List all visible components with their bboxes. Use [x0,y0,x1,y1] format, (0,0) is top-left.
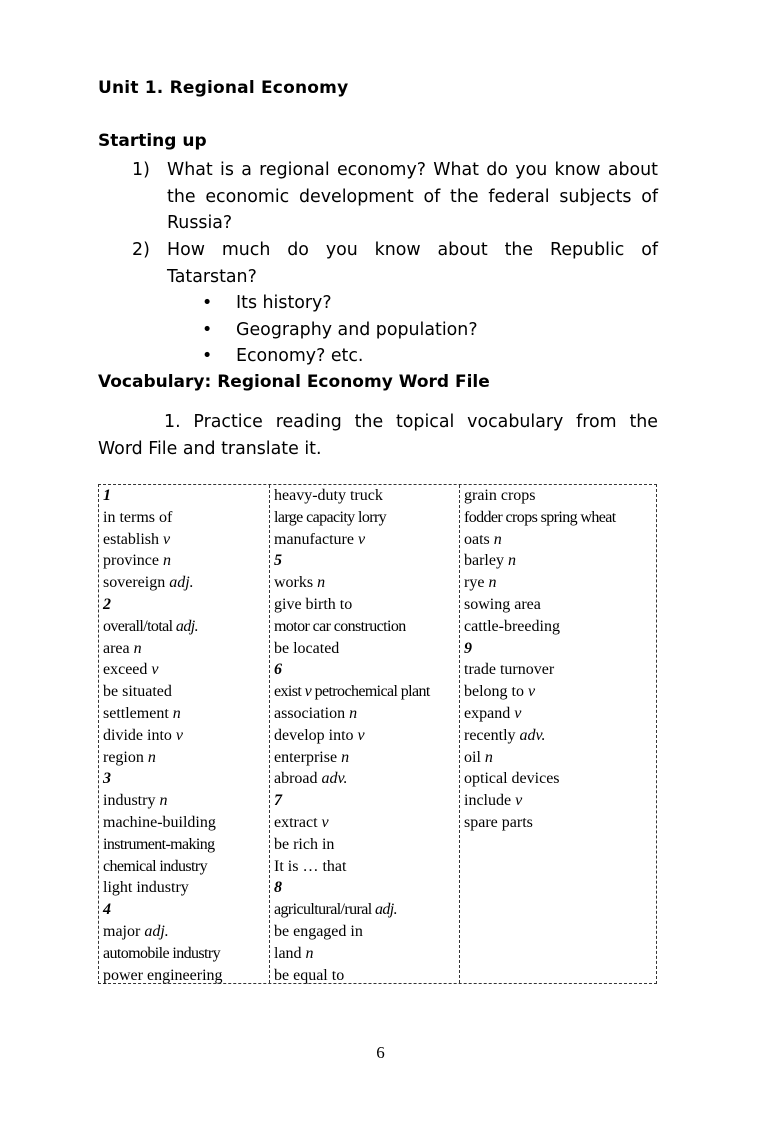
vocab-term [274,725,459,747]
question-text: What is a regional economy? What do you know about the economic development of the federal subjects of Russia? [167,160,658,234]
vocab-term-text: province [103,552,159,570]
vocab-term-text: industry [103,792,156,810]
word-column-3 [459,485,656,983]
part-of-speech-label: n [484,748,493,766]
group-number-text: 8 [274,879,282,897]
vocab-term-text: chemical industry [103,857,207,875]
vocab-term-text: recently [464,726,516,744]
vocab-term [274,594,459,616]
part-of-speech-label: n [147,748,156,766]
vocab-term-text: fodder crops spring wheat [464,508,616,526]
vocab-term [103,703,269,725]
part-of-speech-label: v [515,792,523,810]
exercise-line: Word File and translate it. [98,439,322,459]
vocab-term-text: rye [464,574,485,592]
question-number: 2) [132,240,150,260]
part-of-speech-label: n [162,552,171,570]
bullet-item: • Its history? [198,290,478,317]
group-number-text: 9 [464,639,472,657]
part-of-speech-label: n [159,792,168,810]
question-text-line: How much do you know about the Republic of [167,240,658,260]
vocab-term [274,638,459,660]
vocab-term-text: large capacity lorry [274,508,387,526]
question-number: 1) [132,160,150,180]
vocab-term [274,485,459,507]
part-of-speech-label: adj. [169,574,194,592]
part-of-speech-label: n [488,574,497,592]
vocab-term-text: light industry [103,879,189,897]
vocab-term [103,856,269,878]
word-list [460,485,656,834]
part-of-speech-label: v [514,704,522,722]
vocab-term-text: region [103,748,144,766]
vocab-term-text: machine-building [103,813,216,831]
vocab-term [274,943,459,965]
word-list [270,485,459,986]
vocab-term [103,616,269,638]
vocab-term [464,703,656,725]
group-number [464,638,656,660]
group-number [274,550,459,572]
vocab-term [103,965,269,987]
vocab-term [464,768,656,790]
group-number-text: 1 [103,487,111,504]
vocab-term-text: barley [464,552,504,570]
unit-title: Unit 1. Regional Economy [98,78,349,98]
vocab-term [274,572,459,594]
part-of-speech-label: n [493,530,502,548]
vocab-term-text: expand [464,704,511,722]
group-number [103,485,269,507]
question-2 [132,237,658,290]
part-of-speech-label: v [304,683,312,701]
question-text [167,237,658,290]
vocab-term [274,529,459,551]
vocab-term [103,725,269,747]
vocab-term [274,703,459,725]
vocab-term [464,572,656,594]
vocab-term-text: trade turnover [464,661,555,679]
group-number-text: 3 [103,770,111,788]
vocab-term-text: association [274,704,346,722]
vocab-term-text: It is … that [274,857,347,875]
part-of-speech-label: adv. [519,726,546,744]
vocab-term [103,638,269,660]
vocab-term [103,529,269,551]
vocab-term-text: motor car construction [274,617,406,635]
word-column-1 [99,485,269,983]
vocab-term-text: oil [464,748,481,766]
vocab-term [103,921,269,943]
part-of-speech-label: v [357,726,365,744]
vocab-term-text: manufacture [274,530,354,548]
group-number [274,659,459,681]
group-number-text: 4 [103,901,111,919]
vocab-term [103,681,269,703]
vocab-term [274,747,459,769]
part-of-speech-label: n [349,704,358,722]
vocab-term [464,507,656,529]
vocab-term-text: automobile industry [103,944,221,962]
vocab-term [103,834,269,856]
group-number [274,790,459,812]
vocab-term [274,965,459,987]
vocab-term [464,725,656,747]
vocab-term-text: belong to [464,683,524,701]
vocab-term-text: grain crops [464,487,536,504]
vocab-term [103,747,269,769]
group-number-text: 5 [274,552,282,570]
vocab-term [464,812,656,834]
bullet-item: • Geography and population? [198,317,478,344]
part-of-speech-label: n [317,574,326,592]
group-number-text: 2 [103,595,111,613]
vocab-term [274,834,459,856]
vocab-term-text: optical devices [464,770,560,788]
part-of-speech-label: n [305,944,314,962]
vocab-term-text: abroad [274,770,318,788]
group-number-text: 7 [274,792,282,810]
group-number [103,594,269,616]
question-text-line: Tatarstan? [167,266,257,287]
vocab-term-text: include [464,792,512,810]
section-heading-vocabulary: Vocabulary: Regional Economy Word File [98,372,490,392]
vocab-term-text: divide into [103,726,172,744]
word-column-2 [269,485,459,983]
vocab-term-text: establish [103,530,159,548]
vocab-term-text: spare parts [464,813,533,831]
vocab-term [464,616,656,638]
vocab-term-text: enterprise [274,748,338,766]
part-of-speech-label: v [357,530,366,548]
vocab-term-text: be situated [103,683,172,701]
vocab-term-text: power engineering [103,966,223,984]
vocab-term [103,877,269,899]
part-of-speech-label: v [528,683,536,701]
bullet-list [198,290,478,370]
vocab-term-text: major [103,922,141,940]
vocab-term-text: settlement [103,704,169,722]
group-number [274,877,459,899]
vocab-term [274,921,459,943]
part-of-speech-label: v [163,530,171,548]
vocab-term [274,681,459,703]
part-of-speech-label: adv. [321,770,348,788]
part-of-speech-label: v [321,813,329,831]
vocab-term-text: be located [274,639,340,657]
exercise-line: 1. Practice reading the topical vocabulary from the [164,412,658,432]
page-number: 6 [376,1043,385,1062]
vocab-term [103,550,269,572]
vocab-term-text: area [103,639,130,657]
vocab-term [464,550,656,572]
part-of-speech-label: adj. [144,922,169,940]
vocab-term [464,594,656,616]
vocab-term [103,812,269,834]
vocab-term [464,790,656,812]
vocab-term [464,659,656,681]
exercise-instruction [98,409,658,463]
part-of-speech-label: n [341,748,350,766]
vocab-term-text: give birth to [274,595,353,613]
vocab-term [274,856,459,878]
word-list [99,485,269,986]
vocab-term-text: in terms of [103,508,173,526]
vocab-term [274,507,459,529]
vocab-term-text: instrument-making [103,835,215,853]
part-of-speech-label: n [172,704,181,722]
vocab-term-text: sowing area [464,595,541,613]
vocab-term [464,485,656,507]
part-of-speech-label: v [151,661,159,679]
group-number-text: 6 [274,661,282,679]
vocab-term [103,790,269,812]
part-of-speech-label: adj. [375,901,398,919]
vocab-term [464,529,656,551]
part-of-speech-label: adj. [175,617,198,635]
part-of-speech-label: n [133,639,142,657]
part-of-speech-label: v [175,726,183,744]
vocab-term-text: extract [274,813,318,831]
vocab-term-text: be equal to [274,966,345,984]
vocab-term [274,616,459,638]
vocab-term-text: overall/total [103,617,173,635]
vocab-term [274,812,459,834]
question-1 [132,157,658,237]
group-number [103,768,269,790]
vocab-term [103,507,269,529]
vocab-term-text: be rich in [274,835,335,853]
bullet-item: • Economy? etc. [198,343,478,370]
vocab-term-text: sovereign [103,574,166,592]
vocab-term [274,899,459,921]
vocab-term [103,659,269,681]
vocab-term-text: agricultural/rural [274,901,372,919]
vocab-term-text: petrochemical plant [314,683,430,701]
vocab-term [103,943,269,965]
section-heading-starting-up: Starting up [98,131,207,151]
part-of-speech-label: n [507,552,516,570]
vocab-term-text: works [274,574,314,592]
vocab-term [464,747,656,769]
vocab-term-text: land [274,944,302,962]
vocab-term-text: heavy-duty truck [274,487,383,504]
vocab-term-text: develop into [274,726,354,744]
word-file-table [98,484,657,984]
vocab-term-text: cattle-breeding [464,617,560,635]
vocab-term [103,572,269,594]
vocab-term [464,681,656,703]
vocab-term-text: exist [274,683,302,701]
vocab-term [274,768,459,790]
vocab-term-text: oats [464,530,490,548]
group-number [103,899,269,921]
vocab-term-text: exceed [103,661,148,679]
vocab-term-text: be engaged in [274,922,363,940]
